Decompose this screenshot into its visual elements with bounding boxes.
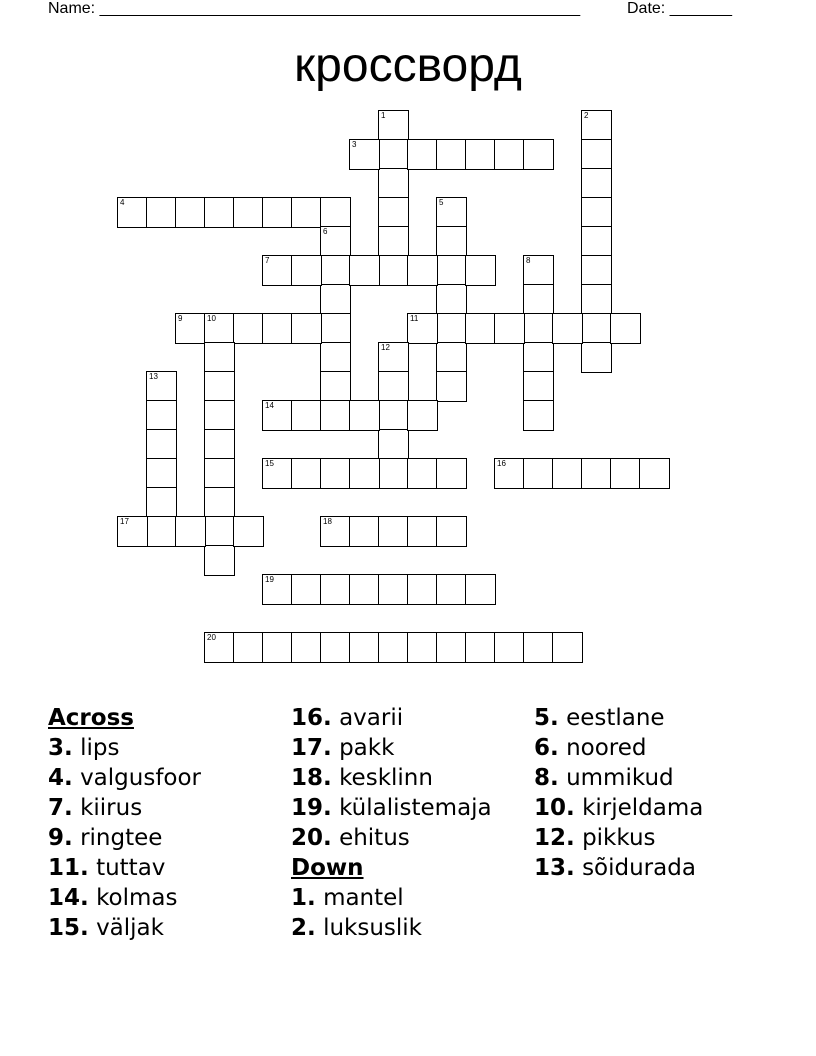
grid-cell[interactable] — [349, 516, 380, 547]
grid-cell[interactable] — [262, 632, 293, 663]
grid-cell[interactable] — [581, 226, 612, 257]
grid-cell[interactable] — [436, 197, 467, 228]
clue-text: sõidurada — [582, 855, 696, 881]
grid-cell[interactable] — [436, 342, 467, 373]
clue-item — [291, 793, 531, 823]
clue-text: pakk — [339, 735, 395, 761]
grid-cell[interactable] — [320, 197, 351, 228]
clue-column-3 — [534, 703, 774, 883]
grid-cell[interactable] — [291, 632, 322, 663]
grid-cell[interactable] — [378, 168, 409, 199]
clue-number: 12. — [534, 825, 575, 851]
clue-text: avarii — [339, 705, 404, 731]
clue-number: 15. — [48, 915, 89, 941]
grid-cell[interactable] — [523, 342, 554, 373]
grid-cell[interactable] — [610, 313, 641, 344]
clue-item — [534, 763, 774, 793]
cell-number: 9 — [178, 314, 183, 323]
grid-cell[interactable] — [146, 429, 177, 460]
clue-number: 10. — [534, 795, 575, 821]
grid-cell[interactable] — [146, 197, 177, 228]
clue-item — [534, 733, 774, 763]
grid-cell[interactable] — [581, 110, 612, 141]
clue-number: 14. — [48, 885, 89, 911]
clue-text: mantel — [323, 885, 404, 911]
grid-cell[interactable] — [465, 313, 496, 344]
grid-cell[interactable] — [581, 284, 612, 315]
grid-cell[interactable] — [262, 458, 293, 489]
grid-cell[interactable] — [146, 516, 177, 547]
grid-cell[interactable] — [407, 255, 438, 286]
clue-number: 6. — [534, 735, 559, 761]
date-line: Date: _______ — [627, 0, 732, 17]
grid-cell[interactable] — [320, 226, 351, 257]
clue-item — [48, 793, 288, 823]
cell-number: 6 — [323, 227, 328, 236]
grid-cell[interactable] — [175, 197, 206, 228]
cell-number: 14 — [265, 401, 274, 410]
grid-cell[interactable] — [204, 429, 235, 460]
clue-number: 13. — [534, 855, 575, 881]
grid-cell[interactable] — [204, 632, 235, 663]
grid-cell[interactable] — [407, 516, 438, 547]
grid-cell[interactable] — [436, 284, 467, 315]
clue-item — [48, 763, 288, 793]
grid-cell[interactable] — [146, 458, 177, 489]
clue-number: 17. — [291, 735, 332, 761]
cell-number: 20 — [207, 633, 216, 642]
grid-cell[interactable] — [204, 371, 235, 402]
grid-cell[interactable] — [581, 458, 612, 489]
grid-cell[interactable] — [320, 371, 351, 402]
grid-cell[interactable] — [204, 487, 235, 518]
grid-cell[interactable] — [320, 400, 351, 431]
grid-cell[interactable] — [146, 400, 177, 431]
grid-cell[interactable] — [349, 255, 380, 286]
clue-text: valgusfoor — [80, 765, 202, 791]
grid-cell[interactable] — [407, 574, 438, 605]
grid-cell[interactable] — [436, 255, 467, 286]
grid-cell[interactable] — [204, 400, 235, 431]
cell-number: 17 — [120, 517, 129, 526]
grid-cell[interactable] — [349, 632, 380, 663]
grid-cell[interactable] — [320, 313, 351, 344]
grid-cell[interactable] — [320, 284, 351, 315]
grid-cell[interactable] — [262, 255, 293, 286]
grid-cell[interactable] — [233, 313, 264, 344]
grid-cell[interactable] — [204, 458, 235, 489]
clue-text: pikkus — [582, 825, 656, 851]
grid-cell[interactable] — [320, 255, 351, 286]
grid-cell[interactable] — [378, 371, 409, 402]
grid-cell[interactable] — [494, 139, 525, 170]
grid-cell[interactable] — [581, 168, 612, 199]
clue-item — [48, 733, 288, 763]
clue-item — [48, 883, 288, 913]
grid-cell[interactable] — [204, 197, 235, 228]
cell-number: 5 — [439, 198, 444, 207]
grid-cell[interactable] — [378, 226, 409, 257]
grid-cell[interactable] — [175, 516, 206, 547]
cell-number: 15 — [265, 459, 274, 468]
clue-number: 11. — [48, 855, 89, 881]
grid-cell[interactable] — [407, 313, 438, 344]
grid-cell[interactable] — [581, 313, 612, 344]
clue-item — [291, 703, 531, 733]
clue-number: 19. — [291, 795, 332, 821]
clue-item — [534, 823, 774, 853]
clue-number: 3. — [48, 735, 73, 761]
grid-cell[interactable] — [378, 255, 409, 286]
grid-cell[interactable] — [146, 487, 177, 518]
grid-cell[interactable] — [204, 342, 235, 373]
grid-cell[interactable] — [552, 632, 583, 663]
grid-cell[interactable] — [233, 632, 264, 663]
clue-item — [48, 853, 288, 883]
clue-item — [291, 823, 531, 853]
clue-number: 8. — [534, 765, 559, 791]
grid-cell[interactable] — [523, 284, 554, 315]
grid-cell[interactable] — [523, 313, 554, 344]
grid-cell[interactable] — [523, 458, 554, 489]
grid-cell[interactable] — [204, 516, 235, 547]
grid-cell[interactable] — [117, 516, 148, 547]
cell-number: 4 — [120, 198, 125, 207]
grid-cell[interactable] — [204, 545, 235, 576]
clue-column-2 — [291, 703, 531, 943]
grid-cell[interactable] — [581, 255, 612, 286]
grid-cell[interactable] — [378, 110, 409, 141]
clue-text: noored — [566, 735, 647, 761]
clue-text: väljak — [96, 915, 164, 941]
grid-cell[interactable] — [204, 313, 235, 344]
grid-cell[interactable] — [262, 400, 293, 431]
grid-cell[interactable] — [378, 342, 409, 373]
grid-cell[interactable] — [407, 139, 438, 170]
grid-cell[interactable] — [610, 458, 641, 489]
grid-cell[interactable] — [349, 139, 380, 170]
grid-cell[interactable] — [233, 197, 264, 228]
clue-column-1 — [48, 703, 288, 943]
grid-cell[interactable] — [581, 342, 612, 373]
clue-number: 18. — [291, 765, 332, 791]
grid-cell[interactable] — [146, 371, 177, 402]
clue-number: 16. — [291, 705, 332, 731]
clue-heading-down: Down — [291, 855, 364, 881]
grid-cell[interactable] — [262, 197, 293, 228]
grid-cell[interactable] — [291, 400, 322, 431]
grid-cell[interactable] — [378, 574, 409, 605]
page-title: кроссворд — [294, 39, 522, 92]
clue-text: eestlane — [566, 705, 665, 731]
clue-number: 9. — [48, 825, 73, 851]
clue-number: 20. — [291, 825, 332, 851]
clue-item — [534, 793, 774, 823]
clue-text: ehitus — [339, 825, 410, 851]
clue-number: 1. — [291, 885, 316, 911]
grid-cell[interactable] — [465, 632, 496, 663]
grid-cell[interactable] — [291, 197, 322, 228]
grid-cell[interactable] — [465, 574, 496, 605]
clue-text: kesklinn — [339, 765, 433, 791]
cell-number: 13 — [149, 372, 158, 381]
grid-cell[interactable] — [407, 458, 438, 489]
grid-cell[interactable] — [639, 458, 670, 489]
grid-cell[interactable] — [117, 197, 148, 228]
grid-cell[interactable] — [291, 313, 322, 344]
cell-number: 16 — [497, 459, 506, 468]
clue-text: ummikud — [566, 765, 674, 791]
clue-item — [291, 733, 531, 763]
grid-cell[interactable] — [523, 371, 554, 402]
name-line: Name: ______________________________________________________ — [48, 0, 581, 17]
grid-cell[interactable] — [436, 371, 467, 402]
grid-cell[interactable] — [233, 516, 264, 547]
clue-number: 2. — [291, 915, 316, 941]
clue-number: 4. — [48, 765, 73, 791]
grid-cell[interactable] — [436, 139, 467, 170]
grid-cell[interactable] — [291, 255, 322, 286]
grid-cell[interactable] — [407, 632, 438, 663]
grid-cell[interactable] — [378, 516, 409, 547]
grid-cell[interactable] — [291, 574, 322, 605]
grid-cell[interactable] — [378, 400, 409, 431]
grid-cell[interactable] — [262, 313, 293, 344]
cell-number: 8 — [526, 256, 531, 265]
cell-number: 19 — [265, 575, 274, 584]
grid-cell[interactable] — [523, 632, 554, 663]
grid-cell[interactable] — [378, 197, 409, 228]
grid-cell[interactable] — [552, 458, 583, 489]
grid-cell[interactable] — [349, 400, 380, 431]
cell-number: 10 — [207, 314, 216, 323]
cell-number: 2 — [584, 111, 589, 120]
grid-cell[interactable] — [523, 255, 554, 286]
clue-number: 7. — [48, 795, 73, 821]
grid-cell[interactable] — [320, 516, 351, 547]
clue-text: kiirus — [80, 795, 143, 821]
grid-cell[interactable] — [465, 139, 496, 170]
grid-cell[interactable] — [436, 458, 467, 489]
grid-cell[interactable] — [320, 574, 351, 605]
clue-item — [291, 913, 531, 943]
cell-number: 7 — [265, 256, 270, 265]
grid-cell[interactable] — [291, 458, 322, 489]
cell-number: 18 — [323, 517, 332, 526]
grid-cell[interactable] — [378, 632, 409, 663]
grid-cell[interactable] — [523, 400, 554, 431]
clue-number: 5. — [534, 705, 559, 731]
clue-heading-across: Across — [48, 705, 134, 731]
clue-item — [291, 763, 531, 793]
clue-item — [534, 703, 774, 733]
grid-cell[interactable] — [378, 429, 409, 460]
grid-cell[interactable] — [349, 458, 380, 489]
clue-text: lips — [80, 735, 120, 761]
grid-cell[interactable] — [581, 197, 612, 228]
grid-cell[interactable] — [175, 313, 206, 344]
grid-cell[interactable] — [436, 574, 467, 605]
grid-cell[interactable] — [320, 632, 351, 663]
clue-text: ringtee — [80, 825, 163, 851]
grid-cell[interactable] — [378, 458, 409, 489]
grid-cell[interactable] — [407, 400, 438, 431]
grid-cell[interactable] — [262, 574, 293, 605]
clue-text: tuttav — [96, 855, 166, 881]
grid-cell[interactable] — [436, 226, 467, 257]
clue-item — [291, 883, 531, 913]
clue-item — [534, 853, 774, 883]
clue-item — [48, 913, 288, 943]
grid-cell[interactable] — [494, 313, 525, 344]
cell-number: 3 — [352, 140, 357, 149]
grid-cell[interactable] — [436, 516, 467, 547]
grid-cell[interactable] — [378, 139, 409, 170]
grid-cell[interactable] — [436, 632, 467, 663]
clue-text: kolmas — [96, 885, 178, 911]
clue-item — [48, 823, 288, 853]
grid-cell[interactable] — [494, 458, 525, 489]
grid-cell[interactable] — [494, 632, 525, 663]
cell-number: 11 — [410, 314, 419, 323]
clue-text: külalistemaja — [339, 795, 492, 821]
grid-cell[interactable] — [581, 139, 612, 170]
grid-cell[interactable] — [552, 313, 583, 344]
grid-cell[interactable] — [349, 574, 380, 605]
clue-text: kirjeldama — [582, 795, 704, 821]
clue-text: luksuslik — [323, 915, 422, 941]
grid-cell[interactable] — [320, 342, 351, 373]
cell-number: 1 — [381, 111, 386, 120]
grid-cell[interactable] — [320, 458, 351, 489]
grid-cell[interactable] — [436, 313, 467, 344]
grid-cell[interactable] — [465, 255, 496, 286]
cell-number: 12 — [381, 343, 390, 352]
grid-cell[interactable] — [523, 139, 554, 170]
